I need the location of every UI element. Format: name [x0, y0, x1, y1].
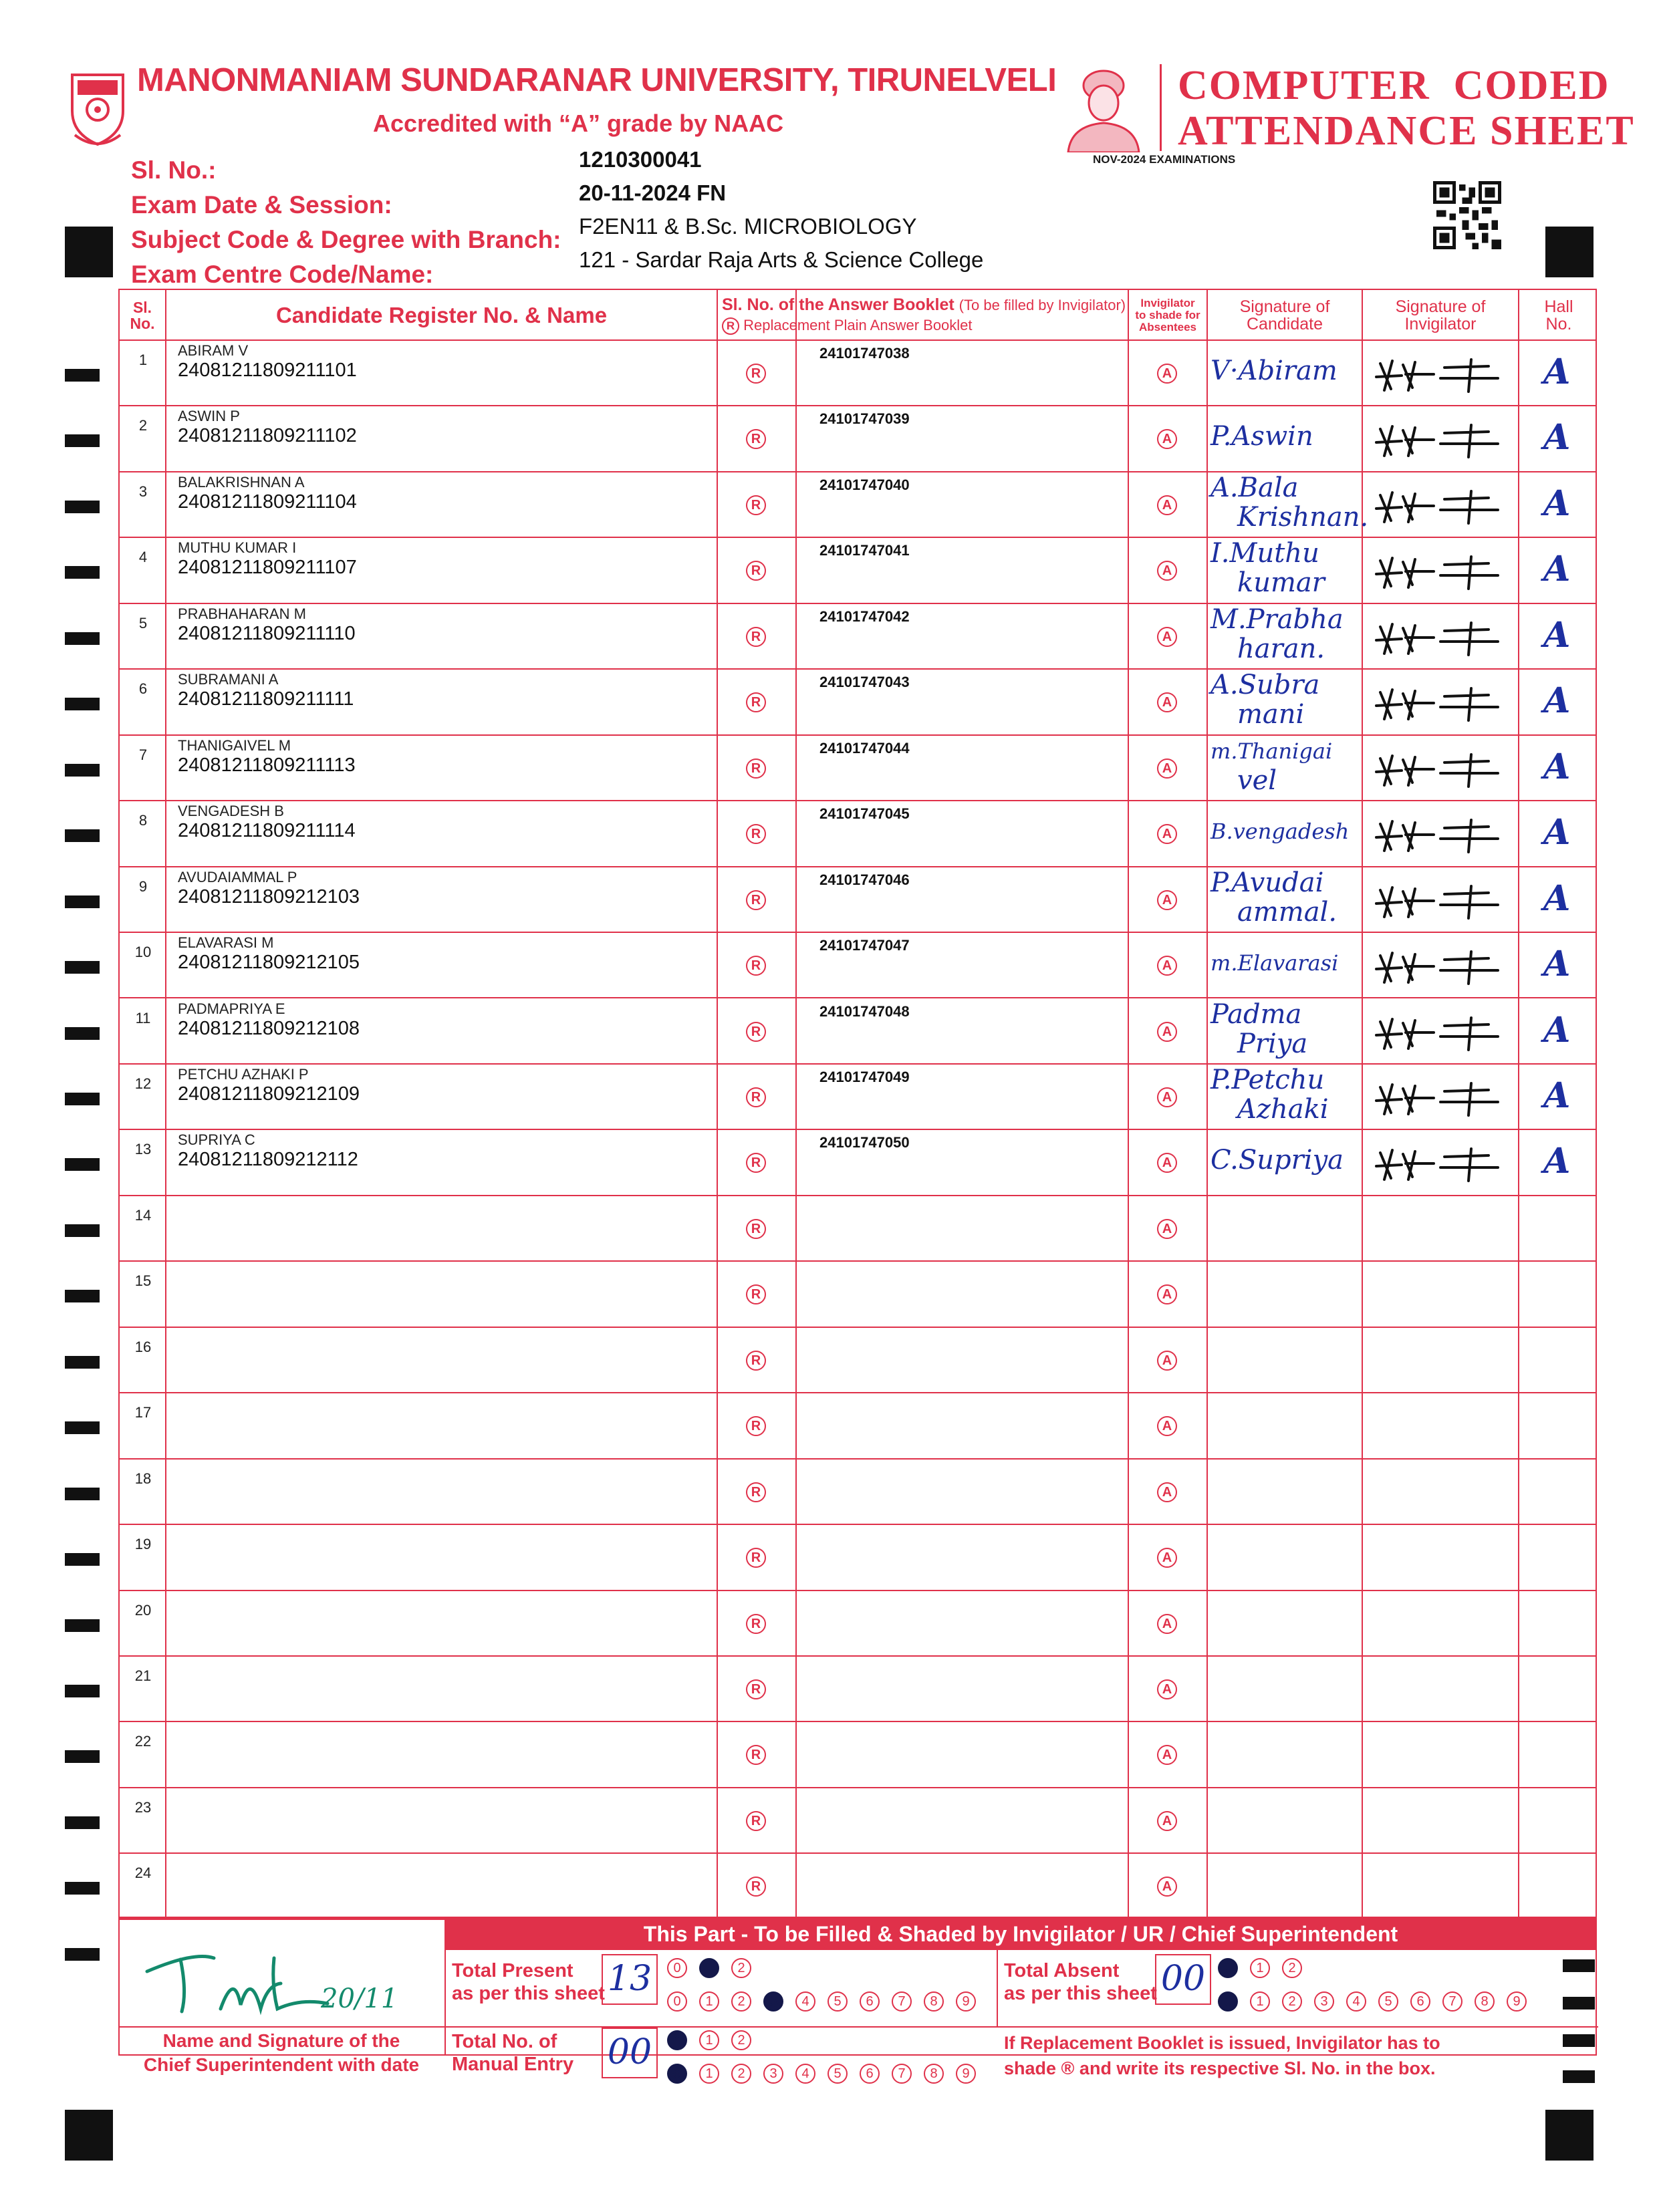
invigilator-signature — [1371, 420, 1505, 463]
row-sl-no: 11 — [135, 1009, 151, 1026]
invigilator-signature — [1371, 1143, 1505, 1187]
tens-bubble[interactable]: 1 — [699, 2030, 719, 2050]
timing-mark — [65, 1948, 100, 1961]
replacement-r-bubble[interactable]: R — [746, 1482, 766, 1502]
candidate-signature: M.Prabha — [1211, 603, 1344, 635]
absentee-a-bubble[interactable]: A — [1157, 1351, 1177, 1371]
candidate-register-no: 24081211809211111 — [178, 688, 354, 710]
row-sl-no: 19 — [134, 1536, 152, 1553]
header-absentees: Invigilator to shade for Absentees — [1135, 297, 1200, 333]
invigilator-signature — [1371, 617, 1505, 661]
candidate-signature-line2: vel — [1237, 765, 1277, 796]
timing-mark — [65, 1685, 100, 1697]
table-row — [120, 341, 1596, 406]
answer-booklet-no: 24101747045 — [819, 805, 910, 823]
absentee-a-bubble[interactable]: A — [1157, 1614, 1177, 1634]
candidate-signature: I.Muthu — [1211, 538, 1319, 569]
hall-no: A — [1543, 549, 1571, 590]
hall-no: A — [1543, 746, 1571, 787]
candidate-name: THANIGAIVEL M — [178, 736, 291, 754]
replacement-r-bubble[interactable]: R — [746, 1284, 766, 1304]
attendance-table — [118, 289, 1597, 1918]
hall-no: A — [1543, 417, 1571, 458]
tens-bubble[interactable]: 0 — [667, 1958, 687, 1978]
candidate-name: PRABHAHARAN M — [178, 605, 306, 622]
table-row — [120, 604, 1596, 670]
replacement-r-bubble[interactable]: R — [746, 1022, 766, 1042]
header-sig-candidate: Signature of Candidate — [1239, 297, 1330, 333]
absentee-a-bubble[interactable]: A — [1157, 1548, 1177, 1568]
timing-mark — [65, 1488, 100, 1500]
absentee-a-bubble[interactable]: A — [1157, 1022, 1177, 1042]
units-bubble[interactable]: 8 — [1475, 1991, 1495, 2012]
invigilator-signature — [1371, 551, 1505, 595]
candidate-register-no: 24081211809212105 — [178, 952, 360, 974]
row-sl-no: 20 — [134, 1601, 152, 1619]
table-row — [120, 1788, 1596, 1854]
hall-no: A — [1543, 680, 1571, 722]
candidate-name: PADMAPRIYA E — [178, 1000, 285, 1017]
university-name: MANONMANIAM SUNDARANAR UNIVERSITY, TIRUNELVELI — [137, 62, 1057, 98]
absentee-a-bubble[interactable]: A — [1157, 1153, 1177, 1173]
total-absent-label: Total Absent as per this sheet — [1004, 1960, 1157, 2004]
table-row — [120, 1065, 1596, 1130]
table-row — [120, 1196, 1596, 1262]
exam-date-label: Exam Date & Session: — [131, 191, 392, 219]
header-hall: Hall No. — [1544, 297, 1573, 333]
timing-mark — [65, 434, 100, 447]
title-divider — [1160, 64, 1162, 151]
hall-no: A — [1543, 1009, 1571, 1051]
centre-label: Exam Centre Code/Name: — [131, 261, 434, 288]
university-logo — [66, 70, 130, 150]
centre-value: 121 - Sardar Raja Arts & Science College — [579, 247, 984, 272]
absentee-a-bubble[interactable]: A — [1157, 1811, 1177, 1831]
absentee-a-bubble[interactable]: A — [1157, 1416, 1177, 1436]
units-bubble[interactable]: 5 — [828, 1991, 848, 2012]
replacement-r-bubble[interactable]: R — [746, 1745, 766, 1765]
replacement-r-bubble[interactable]: R — [746, 1219, 766, 1239]
table-row — [120, 933, 1596, 998]
hall-no: A — [1543, 614, 1571, 656]
replacement-r-bubble[interactable]: R — [746, 495, 766, 515]
candidate-signature-line2: kumar — [1237, 567, 1325, 599]
candidate-register-no: 24081211809211102 — [178, 425, 357, 447]
table-row — [120, 867, 1596, 933]
absentee-a-bubble[interactable]: A — [1157, 429, 1177, 449]
candidate-signature: m.Thanigai — [1211, 738, 1333, 764]
replacement-r-icon: R — [722, 317, 739, 335]
replacement-r-bubble[interactable]: R — [746, 1153, 766, 1173]
candidate-signature: A.Bala — [1211, 472, 1299, 503]
units-bubble[interactable]: 2 — [1282, 1991, 1302, 2012]
invigilator-signature — [1371, 486, 1505, 529]
units-bubble[interactable]: 6 — [860, 1991, 880, 2012]
timing-mark — [65, 698, 100, 710]
candidate-signature: P.Avudai — [1211, 867, 1324, 898]
answer-booklet-no: 24101747047 — [819, 937, 910, 954]
table-row — [120, 406, 1596, 472]
row-sl-no: 24 — [134, 1864, 152, 1882]
row-sl-no: 14 — [134, 1206, 152, 1224]
answer-booklet-no: 24101747043 — [819, 674, 910, 691]
table-row — [120, 1393, 1596, 1459]
replacement-r-bubble[interactable]: R — [746, 1811, 766, 1831]
replacement-r-bubble[interactable]: R — [746, 1416, 766, 1436]
table-row — [120, 1328, 1596, 1393]
answer-booklet-no: 24101747039 — [819, 410, 910, 428]
timing-mark — [65, 1553, 100, 1566]
row-sl-no: 23 — [134, 1798, 152, 1816]
candidate-register-no: 24081211809211101 — [178, 360, 357, 381]
accreditation-text: Accredited with “A” grade by NAAC — [373, 110, 784, 137]
candidate-register-no: 24081211809212112 — [178, 1149, 358, 1171]
tens-bubble[interactable]: 0 — [1218, 1958, 1238, 1978]
units-bubble[interactable]: 9 — [956, 1991, 976, 2012]
absentee-a-bubble[interactable]: A — [1157, 1087, 1177, 1107]
replacement-r-bubble[interactable]: R — [746, 1351, 766, 1371]
total-present-label: Total Present as per this sheet — [452, 1960, 605, 2004]
table-row — [120, 1525, 1596, 1591]
candidate-name: ELAVARASI M — [178, 934, 274, 952]
replacement-r-bubble[interactable]: R — [746, 429, 766, 449]
candidate-signature: A.Subra — [1211, 670, 1320, 701]
absentee-a-bubble[interactable]: A — [1157, 956, 1177, 976]
hall-no: A — [1543, 482, 1571, 524]
timing-mark-right — [1563, 2070, 1595, 2083]
row-sl-no: 10 — [134, 944, 152, 961]
table-row — [120, 670, 1596, 735]
hall-no: A — [1543, 352, 1571, 392]
candidate-signature-line2: mani — [1237, 699, 1305, 730]
answer-booklet-no: 24101747041 — [819, 542, 910, 559]
answer-booklet-no: 24101747044 — [819, 739, 910, 756]
invigilator-signature — [1371, 946, 1505, 990]
row-sl-no: 16 — [134, 1338, 152, 1355]
absentee-a-bubble[interactable]: A — [1157, 364, 1177, 384]
timing-mark — [65, 369, 100, 382]
row-sl-no: 6 — [138, 680, 148, 698]
candidate-signature: V·Abiram — [1211, 356, 1338, 386]
table-row — [120, 1591, 1596, 1657]
candidate-register-no: 24081211809211114 — [178, 820, 356, 842]
table-row — [120, 1262, 1596, 1327]
replacement-r-bubble[interactable]: R — [746, 627, 766, 647]
units-bubble[interactable]: 7 — [1442, 1991, 1462, 2012]
candidate-signature-line2: haran. — [1237, 633, 1325, 664]
row-sl-no: 22 — [134, 1733, 152, 1750]
sheet-title — [1178, 63, 1635, 154]
chief-superintendent-signature — [140, 1945, 421, 2028]
header-sl-no: Sl. No. — [130, 298, 155, 332]
row-sl-no: 21 — [134, 1667, 152, 1684]
invigilator-signature — [1371, 881, 1505, 924]
invigilator-signature — [1371, 683, 1505, 726]
absentee-a-bubble[interactable]: A — [1157, 824, 1177, 844]
table-row — [120, 538, 1596, 603]
timing-mark — [65, 1882, 100, 1895]
candidate-signature: B.vengadesh — [1211, 819, 1350, 845]
timing-mark — [65, 1750, 100, 1763]
candidate-name: ABIRAM V — [178, 342, 249, 359]
absentee-a-bubble[interactable]: A — [1157, 692, 1177, 712]
candidate-register-no: 24081211809211107 — [178, 557, 357, 579]
invigilator-signature — [1371, 815, 1505, 858]
invigilator-signature — [1371, 1012, 1505, 1056]
registration-mark-top-right — [1545, 227, 1594, 277]
registration-mark-bottom-right — [1545, 2110, 1594, 2161]
table-row — [120, 1130, 1596, 1196]
row-sl-no: 9 — [138, 877, 148, 895]
row-sl-no: 4 — [138, 549, 148, 566]
candidate-name: SUBRAMANI A — [178, 671, 279, 688]
candidate-register-no: 24081211809212103 — [178, 885, 360, 908]
timing-mark — [65, 1816, 100, 1829]
timing-mark — [65, 829, 100, 842]
candidate-signature-line2: ammal. — [1237, 896, 1338, 928]
candidate-signature: P.Aswin — [1211, 421, 1313, 452]
candidate-register-no: 24081211809212108 — [178, 1017, 360, 1039]
candidate-signature: Padma — [1211, 998, 1302, 1030]
units-bubble[interactable]: 0 — [667, 1991, 687, 2012]
timing-mark — [65, 764, 100, 777]
exam-name: NOV-2024 EXAMINATIONS — [1093, 153, 1236, 166]
header-booklet-note: (To be filled by Invigilator) — [959, 296, 1126, 313]
replacement-r-bubble[interactable]: R — [746, 956, 766, 976]
units-bubble[interactable]: 8 — [924, 2064, 944, 2084]
units-bubble[interactable]: 0 — [1218, 1991, 1238, 2012]
units-bubble[interactable]: 5 — [1378, 1991, 1398, 2012]
replacement-r-bubble[interactable]: R — [746, 1877, 766, 1897]
timing-mark — [65, 1290, 100, 1302]
row-sl-no: 5 — [138, 614, 148, 632]
absentee-a-bubble[interactable]: A — [1157, 1284, 1177, 1304]
subject-value: F2EN11 & B.Sc. MICROBIOLOGY — [579, 214, 917, 239]
timing-mark — [65, 501, 100, 513]
header-candidate: Candidate Register No. & Name — [275, 302, 608, 327]
tens-bubble[interactable]: 2 — [731, 1958, 751, 1978]
timing-mark — [65, 1224, 100, 1237]
header-booklet — [718, 290, 1128, 341]
units-bubble[interactable]: 6 — [860, 2064, 880, 2084]
candidate-signature: m.Elavarasi — [1211, 950, 1339, 976]
replacement-r-bubble[interactable]: R — [746, 1548, 766, 1568]
candidate-name: ASWIN P — [178, 408, 240, 425]
answer-booklet-no: 24101747048 — [819, 1002, 910, 1020]
candidate-register-no: 24081211809211110 — [178, 622, 356, 644]
timing-mark — [65, 1027, 100, 1040]
replacement-r-bubble[interactable]: R — [746, 561, 766, 581]
registration-mark-top-left — [65, 227, 113, 277]
total-present-box[interactable]: 13 — [602, 1954, 658, 2005]
exam-date-value: 20-11-2024 FN — [579, 180, 727, 205]
replacement-r-bubble[interactable]: R — [746, 758, 766, 779]
units-bubble[interactable]: 4 — [795, 2064, 815, 2084]
subject-label: Subject Code & Degree with Branch: — [131, 226, 561, 253]
units-bubble[interactable]: 1 — [699, 2064, 719, 2084]
timing-mark — [65, 1619, 100, 1632]
tens-bubble[interactable]: 1 — [699, 1958, 719, 1978]
table-row — [120, 1854, 1596, 1919]
absentee-a-bubble[interactable]: A — [1157, 1679, 1177, 1699]
absentee-a-bubble[interactable]: A — [1157, 758, 1177, 779]
replacement-r-bubble[interactable]: R — [746, 1087, 766, 1107]
tens-bubble[interactable]: 2 — [731, 2030, 751, 2050]
row-sl-no: 8 — [138, 812, 148, 829]
row-sl-no: 13 — [134, 1141, 152, 1158]
sheet-title-line1: COMPUTER CODED — [1178, 63, 1610, 108]
units-bubble[interactable]: 3 — [1314, 1991, 1334, 2012]
manual-entry-label: Total No. of Manual Entry — [452, 2031, 574, 2075]
table-row — [120, 472, 1596, 538]
timing-mark — [65, 1158, 100, 1171]
absentee-a-bubble[interactable]: A — [1157, 627, 1177, 647]
absentee-a-bubble[interactable]: A — [1157, 1877, 1177, 1897]
candidate-signature: C.Supriya — [1211, 1145, 1344, 1176]
units-bubble[interactable]: 2 — [731, 1991, 751, 2012]
sl-no-value: 1210300041 — [579, 147, 702, 172]
timing-mark — [65, 1421, 100, 1434]
replacement-r-bubble[interactable]: R — [746, 824, 766, 844]
answer-booklet-no: 24101747040 — [819, 476, 910, 493]
candidate-name: SUPRIYA C — [178, 1131, 255, 1149]
timing-mark — [65, 632, 100, 645]
hall-no: A — [1543, 1075, 1571, 1116]
replacement-r-bubble[interactable]: R — [746, 1679, 766, 1699]
row-sl-no: 12 — [134, 1075, 152, 1092]
row-sl-no: 18 — [134, 1470, 152, 1487]
answer-booklet-no: 24101747042 — [819, 607, 910, 625]
table-row — [120, 999, 1596, 1065]
candidate-register-no: 24081211809211113 — [178, 754, 356, 776]
candidate-name: BALAKRISHNAN A — [178, 473, 305, 491]
units-bubble[interactable]: 3 — [763, 1991, 783, 2012]
row-sl-no: 7 — [138, 746, 148, 763]
units-bubble[interactable]: 4 — [795, 1991, 815, 2012]
chief-sig-date: 20/11 — [321, 1983, 398, 2014]
portrait-image — [1061, 61, 1146, 152]
manual-entry-box[interactable]: 00 — [602, 2028, 658, 2078]
row-sl-no: 17 — [134, 1404, 152, 1421]
candidate-name: VENGADESH B — [178, 803, 284, 820]
units-bubble[interactable]: 8 — [924, 1991, 944, 2012]
units-bubble[interactable]: 3 — [763, 2064, 783, 2084]
units-bubble[interactable]: 5 — [828, 2064, 848, 2084]
table-row — [120, 1460, 1596, 1525]
hall-no: A — [1543, 812, 1571, 853]
absentee-a-bubble[interactable]: A — [1157, 1482, 1177, 1502]
candidate-register-no: 24081211809212109 — [178, 1083, 360, 1105]
replacement-r-bubble[interactable]: R — [746, 890, 766, 910]
units-bubble[interactable]: 9 — [956, 2064, 976, 2084]
hall-no: A — [1543, 877, 1571, 919]
sheet-title-line2: ATTENDANCE SHEET — [1178, 108, 1635, 154]
units-bubble[interactable]: 2 — [731, 2064, 751, 2084]
replacement-r-bubble[interactable]: R — [746, 364, 766, 384]
table-row — [120, 1657, 1596, 1722]
units-bubble[interactable]: 7 — [892, 2064, 912, 2084]
absentee-a-bubble[interactable]: A — [1157, 890, 1177, 910]
footer-title-bar: This Part - To be Filled & Shaded by Invigilator / UR / Chief Superintendent — [444, 1918, 1597, 1950]
qr-code-icon — [1433, 181, 1501, 249]
row-sl-no: 1 — [138, 352, 148, 368]
table-row — [120, 1722, 1596, 1788]
sl-no-label: Sl. No.: — [131, 156, 217, 184]
tens-bubble[interactable]: 2 — [1282, 1958, 1302, 1978]
candidate-register-no: 24081211809211104 — [178, 491, 357, 513]
row-sl-no: 15 — [134, 1272, 152, 1290]
timing-mark — [65, 895, 100, 908]
answer-booklet-no: 24101747049 — [819, 1068, 910, 1085]
candidate-signature-line2: Azhaki — [1237, 1093, 1329, 1125]
units-bubble[interactable]: 0 — [667, 2064, 687, 2084]
hall-no: A — [1543, 1141, 1571, 1182]
candidate-name: AVUDAIAMMAL P — [178, 868, 297, 885]
answer-booklet-no: 24101747038 — [819, 345, 910, 362]
absentee-a-bubble[interactable]: A — [1157, 1745, 1177, 1765]
absentee-a-bubble[interactable]: A — [1157, 561, 1177, 581]
candidate-signature-line2: Krishnan. — [1237, 501, 1369, 533]
table-row — [120, 736, 1596, 801]
units-bubble[interactable]: 7 — [892, 1991, 912, 2012]
header-sig-invigilator: Signature of Invigilator — [1395, 297, 1486, 333]
timing-mark — [65, 1093, 100, 1105]
row-sl-no: 2 — [138, 417, 148, 434]
invigilator-signature — [1371, 1078, 1505, 1121]
tens-bubble[interactable]: 1 — [1250, 1958, 1270, 1978]
tens-bubble[interactable]: 0 — [667, 2030, 687, 2050]
absentee-a-bubble[interactable]: A — [1157, 1219, 1177, 1239]
absentee-a-bubble[interactable]: A — [1157, 495, 1177, 515]
invigilator-signature — [1371, 749, 1505, 793]
replacement-r-bubble[interactable]: R — [746, 1614, 766, 1634]
registration-mark-bottom-left — [65, 2110, 113, 2161]
candidate-signature: P.Petchu — [1211, 1064, 1325, 1095]
total-absent-box[interactable]: 00 — [1155, 1954, 1211, 2005]
units-bubble[interactable]: 9 — [1507, 1991, 1527, 2012]
timing-mark — [65, 961, 100, 974]
units-bubble[interactable]: 1 — [1250, 1991, 1270, 2012]
units-bubble[interactable]: 6 — [1410, 1991, 1430, 2012]
table-row — [120, 801, 1596, 867]
row-sl-no: 3 — [138, 482, 148, 500]
units-bubble[interactable]: 1 — [699, 1991, 719, 2012]
candidate-signature-line2: Priya — [1237, 1028, 1308, 1059]
replacement-note: If Replacement Booklet is issued, Invigilator has to shade ® and write its respective Sl. No. in the box. — [1004, 2033, 1440, 2078]
chief-superintendent-label: Name and Signature of the Chief Superintendent with date — [143, 2030, 420, 2075]
timing-mark — [65, 1356, 100, 1369]
invigilator-signature — [1371, 354, 1505, 398]
header-booklet-main: Sl. No. of the Answer Booklet — [722, 295, 954, 314]
replacement-r-bubble[interactable]: R — [746, 692, 766, 712]
candidate-name: MUTHU KUMAR I — [178, 539, 297, 557]
units-bubble[interactable]: 4 — [1346, 1991, 1366, 2012]
answer-booklet-no: 24101747050 — [819, 1134, 910, 1151]
header-replacement: Replacement Plain Answer Booklet — [743, 317, 973, 334]
timing-mark — [65, 566, 100, 579]
candidate-name: PETCHU AZHAKI P — [178, 1065, 309, 1083]
answer-booklet-no: 24101747046 — [819, 871, 910, 888]
hall-no: A — [1543, 944, 1571, 985]
